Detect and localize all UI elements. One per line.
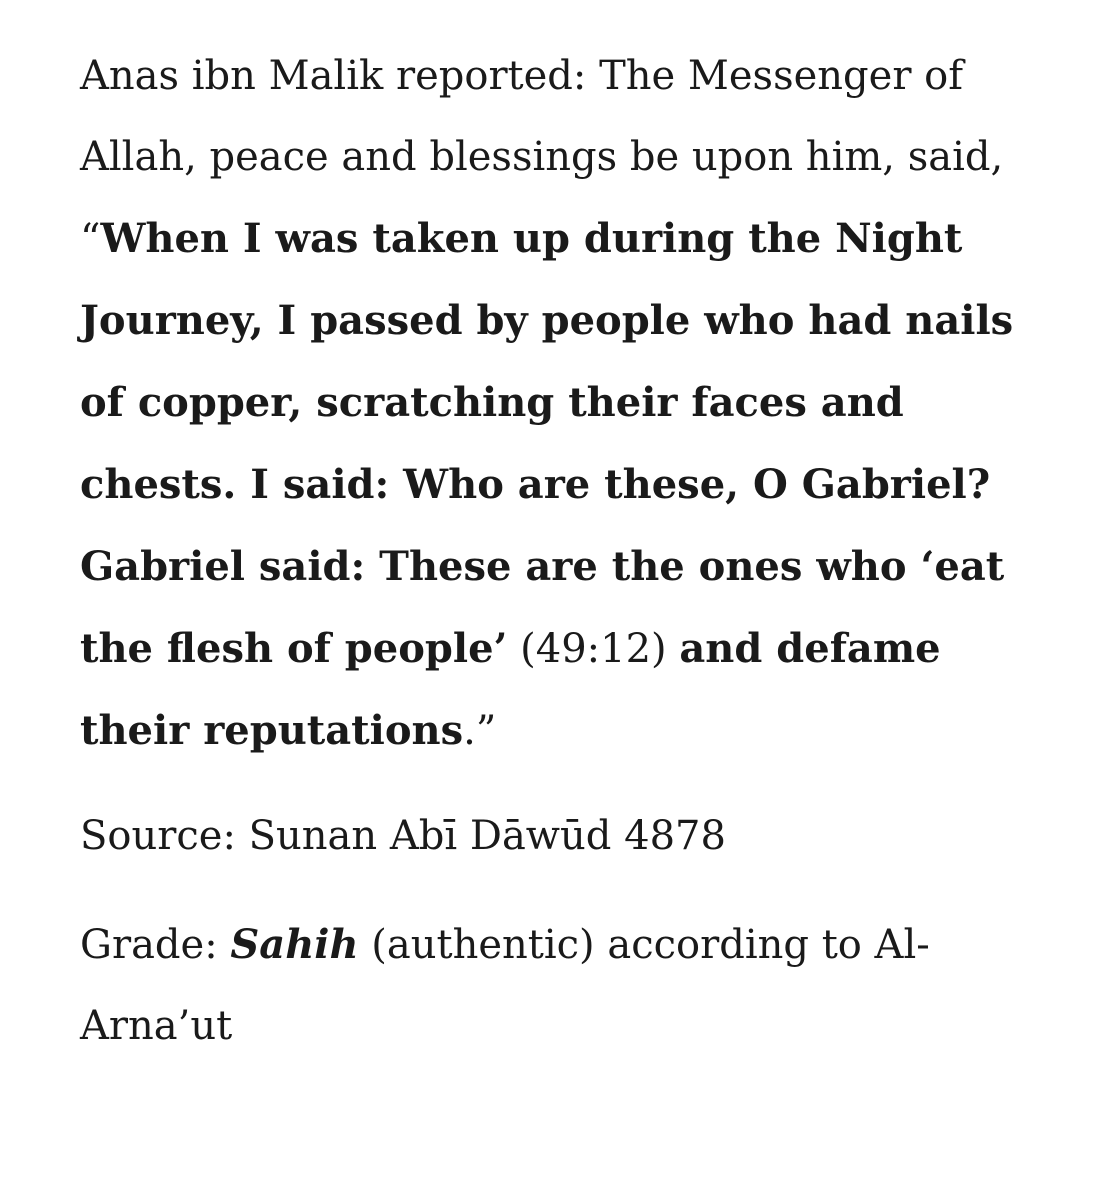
grade-label: Grade: [80,922,231,968]
hadith-intro: Anas ibn Malik reported: The Messenger of Allah, peace and blessings be upon him, said, “ [80,53,1004,262]
hadith-quote-part1: When I was taken up during the Night Journey, I passed by people who had nails of copper, scratching their faces and chests. I said: Who are these, O Gabriel? Gabriel said: These are the ones who ‘eat the flesh of people’ [80,215,1014,672]
hadith-quote-part2: and defame their reputations [80,625,941,754]
source-text: Source: Sunan Abī Dāwūd 4878 [80,813,726,859]
source-line [80,796,1040,877]
verse-reference: (49:12) [507,626,680,672]
grade-line [80,904,1040,1067]
grade-rest: (authentic) according to Al-Arna’ut [80,922,930,1049]
hadith-article [80,36,1040,1094]
hadith-closing: .” [463,708,497,754]
hadith-paragraph [80,36,1040,772]
grade-value: Sahih [230,921,359,968]
